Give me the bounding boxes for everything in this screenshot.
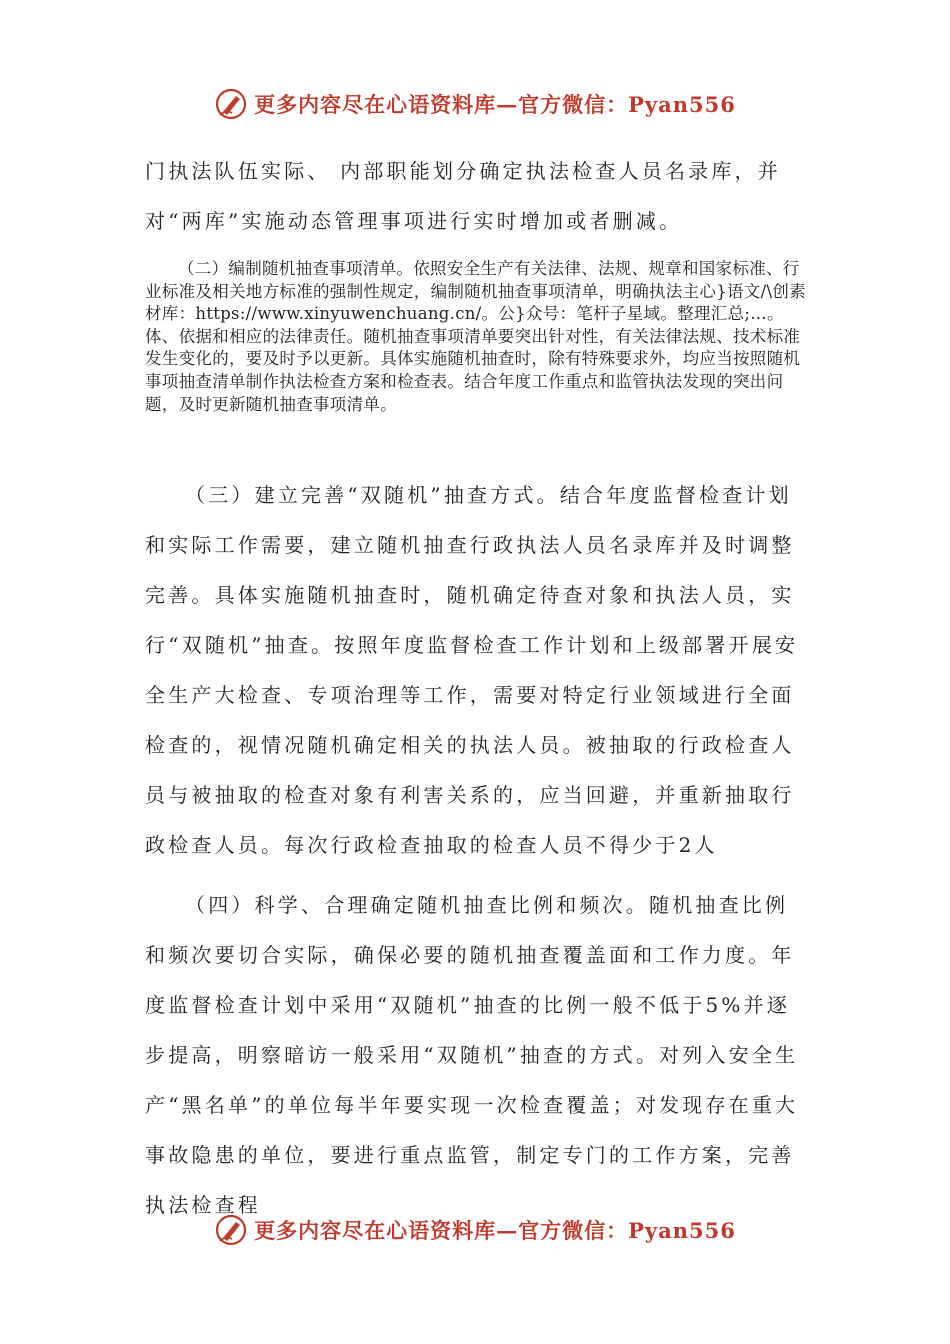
paragraph-2: （二）编制随机抽查事项清单。依照安全生产有关法律、法规、规章和国家标准、行业标准及相关地方标准的强制性规定，编制随机抽查事项清单，明确执法主心}语文/\创素材库：https://www.xinyuwenchuang.cn/。公}众号：笔杆子星域。整理汇总;…。体、依据和相应的法律责任。随机抽查事项清单要突出针对性，有关法律法规、技术标准发生变化的，要及时予以更新。具体实施随机抽查时，除有特殊要求外，均应当按照随机事项抽查清单制作执法检查方案和检查表。结合年度工作重点和监管执法发现的突出问题，及时更新随机抽查事项清单。	[145, 259, 806, 414]
paragraph-4: （四）科学、合理确定随机抽查比例和频次。随机抽查比例和频次要切合实际，确保必要的随机抽查覆盖面和工作力度。年度监督检查计划中采用“双随机”抽查的比例一般不低于5%并逐步提高，明察暗访一般采用“双随机”抽查的方式。对列入安全生产“黑名单”的单位每半年要实现一次检查覆盖；对发现存在重大事故隐患的单位，要进行重点监管，制定专门的工作方案，完善执法检查程	[145, 893, 799, 1217]
pen-logo-icon	[214, 87, 248, 121]
header-banner	[0, 84, 950, 124]
footer-banner-text: 更多内容尽在心语资料库—官方微信：Pyan556	[254, 1218, 736, 1243]
pen-logo-icon	[214, 1213, 248, 1247]
footer-banner	[0, 1210, 950, 1250]
header-banner-text: 更多内容尽在心语资料库—官方微信：Pyan556	[254, 92, 736, 117]
paragraph-3: （三）建立完善“双随机”抽查方式。结合年度监督检查计划和实际工作需要，建立随机抽查行政执法人员名录库并及时调整完善。具体实施随机抽查时，随机确定待查对象和执法人员，实行“双随机”抽查。按照年度监督检查工作计划和上级部署开展安全生产大检查、专项治理等工作，需要对特定行业领域进行全面检查的，视情况随机确定相关的执法人员。被抽取的行政检查人员与被抽取的检查对象有利害关系的，应当回避，并重新抽取行政检查人员。每次行政检查抽取的检查人员不得少于2人	[145, 483, 799, 857]
paragraph-intro: 门执法队伍实际、 内部职能划分确定执法检查人员名录库，并对“两库”实施动态管理事项进行实时增加或者删减。	[145, 159, 781, 233]
